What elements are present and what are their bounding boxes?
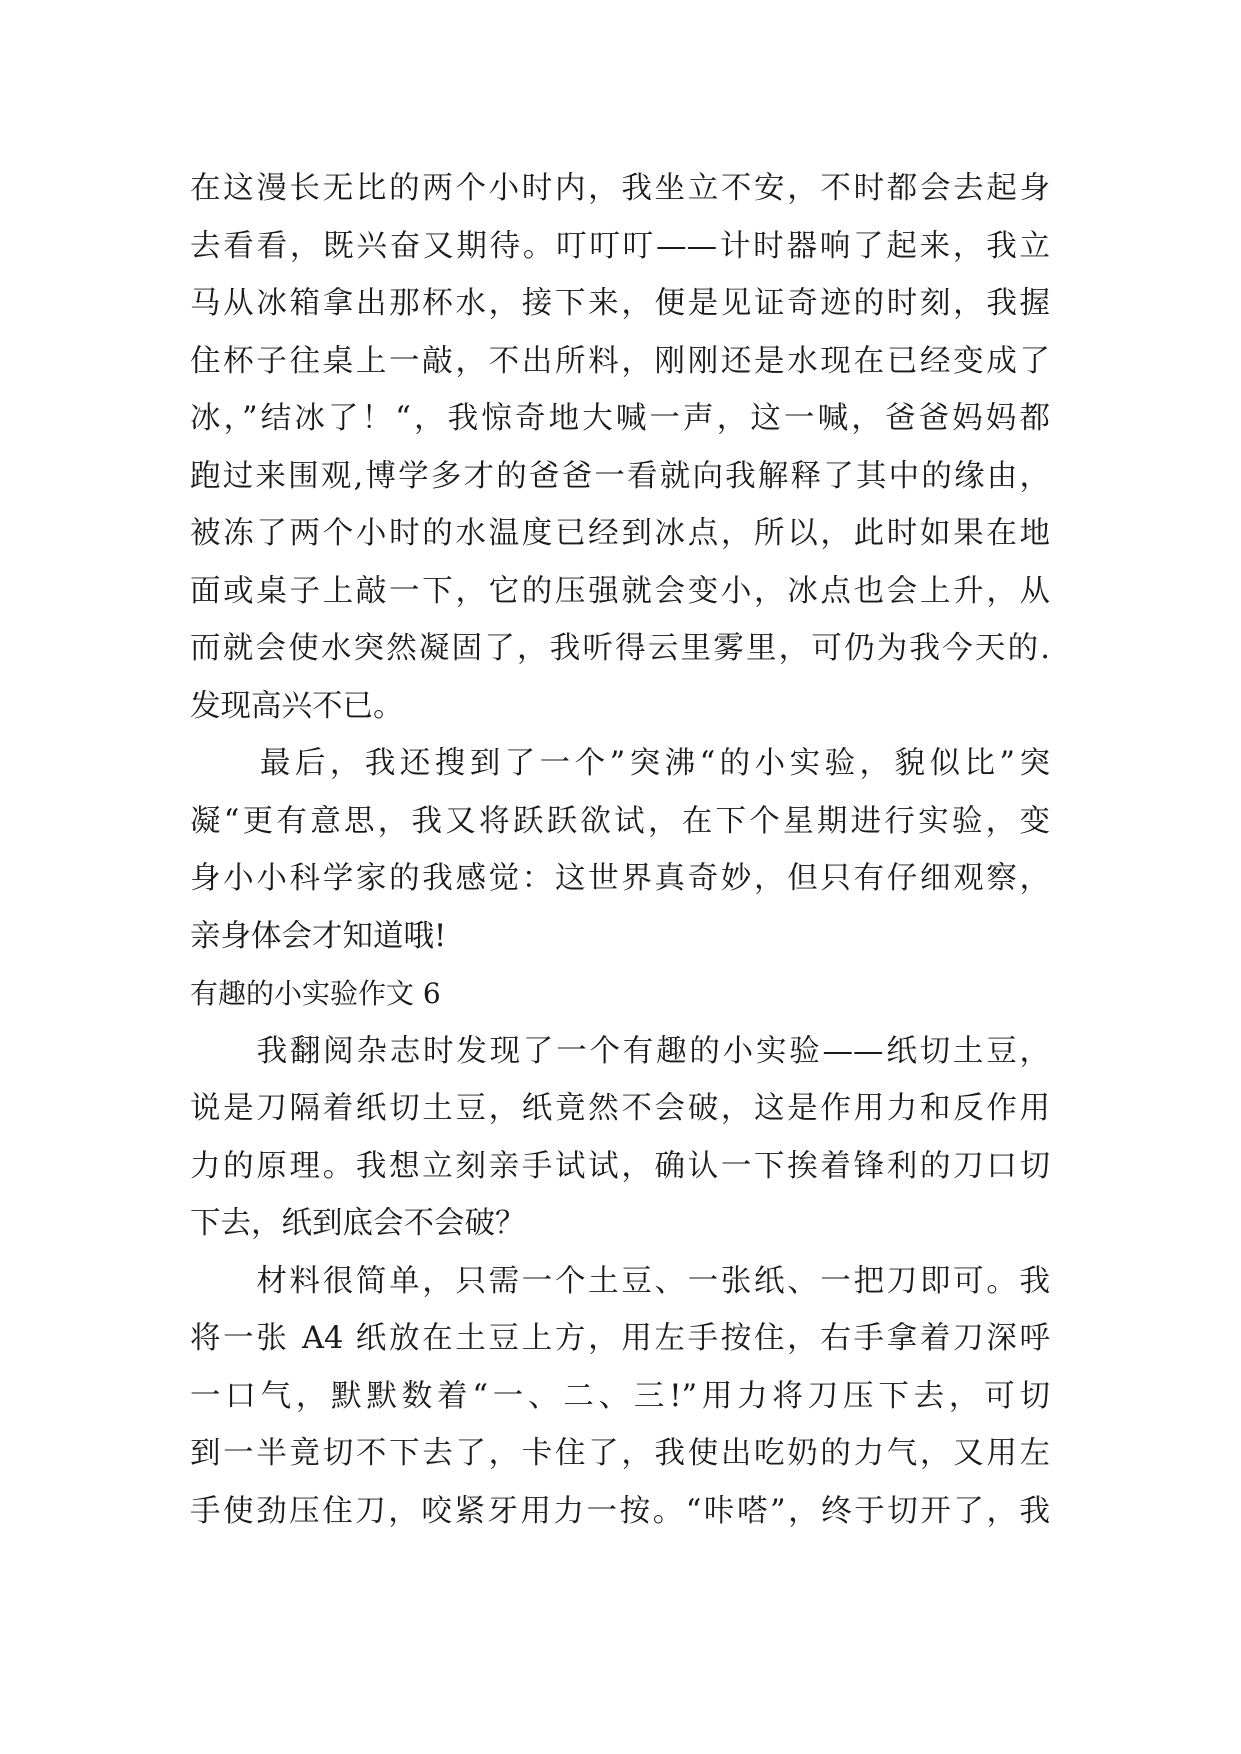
document-body <box>190 160 1050 1540</box>
text-line: 身小小科学家的我感觉：这世界真奇妙，但只有仔细观察， <box>190 861 1050 896</box>
text-line: 面或桌子上敲一下，它的压强就会变小，冰点也会上升，从 <box>190 573 1050 609</box>
text-line: 在这漫长无比的两个小时内，我坐立不安，不时都会去起身 <box>190 171 1050 206</box>
text-line: 跑过来围观,博学多才的爸爸一看就向我解释了其中的缘由， <box>190 458 1050 494</box>
text-line: 最后，我还搜到了一个”突沸“的小实验，貌似比”突 <box>190 746 1050 781</box>
text-line: 手使劲压住刀，咬紧牙用力一按。“咔嗒”，终于切开了，我 <box>190 1493 1050 1529</box>
text-line: 马从冰箱拿出那杯水，接下来，便是见证奇迹的时刻，我握 <box>190 286 1050 321</box>
section-heading: 有趣的小实验作文 6 <box>190 977 441 1010</box>
text-line: 将一张 A4 纸放在土豆上方，用左手按住，右手拿着刀深呼 <box>190 1321 1050 1356</box>
text-line: 下去，纸到底会不会破？ <box>190 1206 526 1241</box>
text-line: 我翻阅杂志时发现了一个有趣的小实验——纸切土豆， <box>190 1033 1050 1069</box>
text-line: 住杯子往桌上一敲，不出所料，刚刚还是水现在已经变成了 <box>190 343 1050 379</box>
text-line: 到一半竟切不下去了，卡住了，我使出吃奶的力气，又用左 <box>190 1436 1050 1471</box>
text-line: 一口气，默默数着“一、二、三!”用力将刀压下去，可切 <box>190 1378 1050 1414</box>
text-line: 凝“更有意思，我又将跃跃欲试，在下个星期进行实验，变 <box>190 803 1050 839</box>
text-line: 说是刀隔着纸切土豆，纸竟然不会破，这是作用力和反作用 <box>190 1091 1050 1126</box>
text-line: 亲身体会才知道哦! <box>190 918 447 954</box>
text-line: 力的原理。我想立刻亲手试试，确认一下挨着锋利的刀口切 <box>190 1148 1050 1184</box>
text-line: 发现高兴不已。 <box>190 688 404 724</box>
text-line: 冰，”结冰了！“，我惊奇地大喊一声，这一喊，爸爸妈妈都 <box>190 401 1050 436</box>
text-line: 材料很简单，只需一个土豆、一张纸、一把刀即可。我 <box>190 1263 1050 1299</box>
text-line: 被冻了两个小时的水温度已经到冰点，所以，此时如果在地 <box>190 516 1050 551</box>
text-line: 而就会使水突然凝固了，我听得云里雾里，可仍为我今天的. <box>190 631 1050 666</box>
text-line: 去看看，既兴奋又期待。叮叮叮——计时器响了起来，我立 <box>190 228 1050 264</box>
